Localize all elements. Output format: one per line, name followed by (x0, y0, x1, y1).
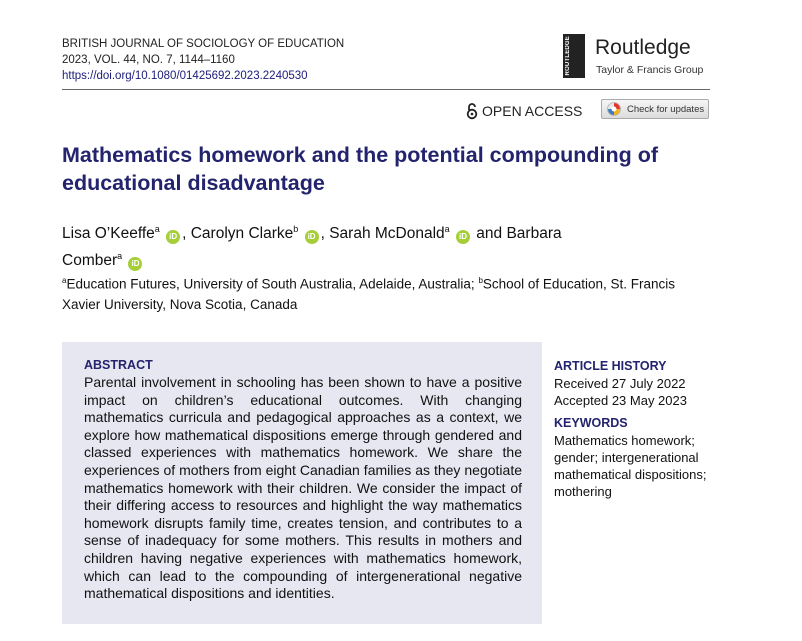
received-date: Received 27 July 2022 (554, 376, 686, 391)
author-name[interactable]: Barbara Comber (62, 225, 562, 270)
check-for-updates-button[interactable] (601, 99, 709, 119)
affiliation-text: Education Futures, University of South Australia, Adelaide, Australia; (66, 276, 479, 292)
author-list (62, 218, 622, 272)
check-for-updates-label: Check for updates (627, 103, 705, 115)
keywords-heading: KEYWORDS (554, 416, 628, 430)
routledge-logo[interactable] (563, 34, 723, 82)
affiliation-sup: b (478, 276, 483, 285)
affiliations (62, 271, 712, 315)
article-title: Mathematics homework and the potential compounding of educational disadvantage (62, 143, 659, 195)
publisher-group: Taylor & Francis Group (596, 64, 704, 76)
header-divider (62, 89, 710, 90)
crossmark-icon (607, 102, 621, 116)
article-history (554, 358, 687, 409)
abstract-heading: ABSTRACT (84, 358, 153, 372)
open-lock-icon (466, 102, 478, 120)
affiliation-sup: a (117, 251, 123, 262)
open-access-badge (466, 100, 582, 122)
keywords-text: Mathematics homework; gender; intergenerational mathematical dispositions; mothering (554, 433, 707, 499)
author-separator: , (182, 225, 191, 243)
author-name[interactable]: Sarah McDonald (329, 225, 445, 243)
orcid-icon[interactable]: iD (456, 230, 470, 244)
author-separator: , (320, 225, 330, 243)
volume-line: 2023, VOL. 44, NO. 7, 1144–1160 (62, 54, 235, 66)
affiliation-sup: a (154, 224, 160, 234)
orcid-icon[interactable]: iD (128, 257, 142, 271)
author-name[interactable]: Lisa O’Keeffe (62, 225, 155, 243)
affiliation-sup: a (444, 224, 450, 234)
author-separator: and (471, 225, 507, 243)
accepted-date: Accepted 23 May 2023 (554, 393, 687, 408)
author-name[interactable]: Carolyn Clarke (190, 225, 294, 243)
doi-link[interactable]: https://doi.org/10.1080/01425692.2023.2240530 (62, 70, 308, 82)
history-heading: ARTICLE HISTORY (554, 359, 667, 373)
keywords (554, 415, 724, 500)
affiliation-sup: a (62, 276, 67, 285)
orcid-icon[interactable]: iD (305, 230, 319, 244)
publisher-mark-text: ROUTLEDGE (565, 36, 571, 76)
abstract-text: Parental involvement in schooling has been shown to have a positive impact on children’s educational outcomes. With changing mathematics curricula and pedagogical approaches as a context, we explore how mathematical dispositions emerge through gendered and classed experiences with mathematics homework. We share the experiences of mothers from eight Canadian families as they negotiate mathematics homework with their children. We consider the impact of their differing access to resources and highlight the way mathematics homework disrupts family time, creates tension, and contributes to a sense of inadequacy for some mothers. This results in mothers and children having negative experiences with mathematics homework, which can lead to the compounding of intergenerational negative mathematical dispositions and identities. (84, 374, 522, 602)
affiliation-text: School of Education, St. Francis Xavier University, Nova Scotia, Canada (62, 276, 675, 312)
orcid-icon[interactable]: iD (166, 230, 180, 244)
publisher-name: Routledge (595, 36, 691, 59)
journal-info (62, 36, 344, 84)
journal-name: BRITISH JOURNAL OF SOCIOLOGY OF EDUCATION (62, 38, 345, 50)
open-access-label: OPEN ACCESS (482, 103, 583, 119)
affiliation-sup: b (293, 224, 299, 234)
